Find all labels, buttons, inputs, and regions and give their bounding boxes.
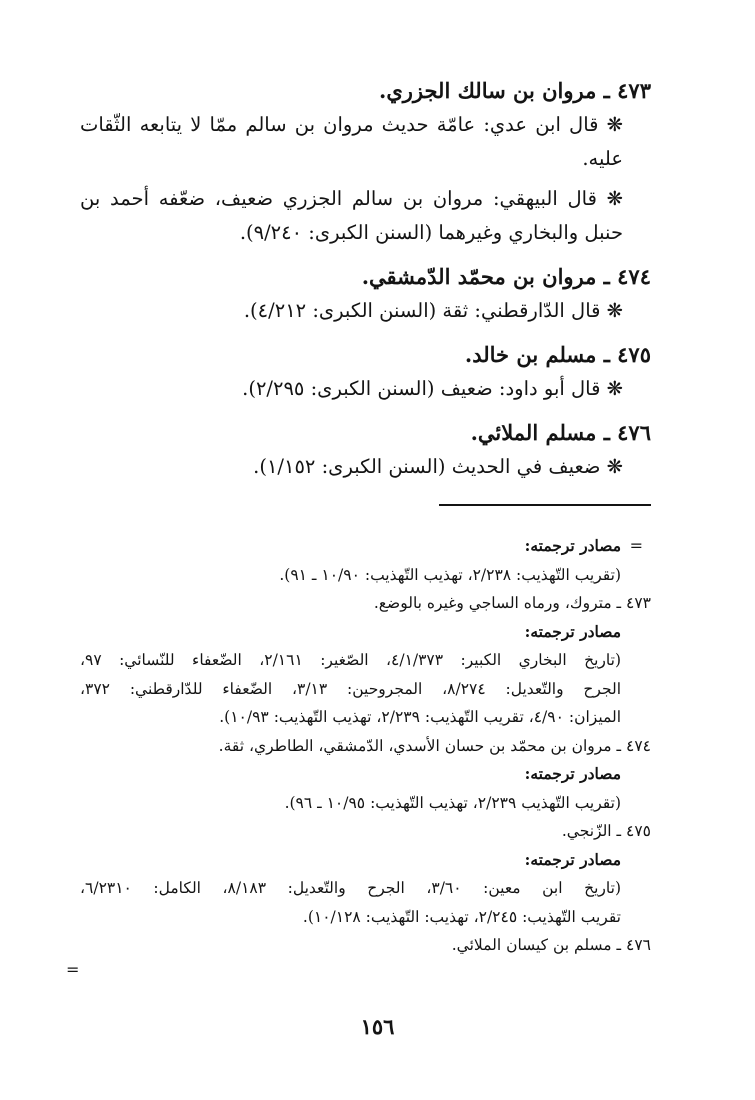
entry-473-line-4: حنبل والبخاري وغيرهما (السنن الكبرى: ٩/٢٤٠). xyxy=(239,221,623,244)
footnote-475-line-2: تقريب التّهذيب: ٢/٢٤٥، تهذيب: التّهذيب: ١٠/١٢٨). xyxy=(302,907,621,926)
footnote-476-title: ٤٧٦ ـ مسلم بن كيسان الملائي. xyxy=(451,936,651,954)
entry-title-475: ٤٧٥ ـ مسلم بن خالد. xyxy=(464,342,651,367)
continuation-mark: = xyxy=(629,536,643,555)
footnote-0-line: (تقريب التّهذيب: ٢/٢٣٨، تهذيب التّهذيب: ١٠/٩٠ ـ ٩١). xyxy=(279,565,621,584)
footnotes xyxy=(80,532,651,960)
entry-473-line-3: ❋ قال البيهقي: مروان بن سالم الجزري ضعيف، ضعّفه أحمد بن xyxy=(80,187,623,210)
footnote-sources-label-475: مصادر ترجمته: xyxy=(524,849,621,869)
footnote-sources-label-0: مصادر ترجمته: xyxy=(524,536,621,555)
page-number: ١٥٦ xyxy=(360,1014,395,1039)
footnote-473-line-3: الميزان: ٤/٩٠، تقريب التّهذيب: ٢/٢٣٩، تهذيب التّهذيب: ١٠/٩٣). xyxy=(219,708,621,726)
footnote-475-title: ٤٧٥ ـ الزّنجي. xyxy=(561,822,651,840)
entry-title-473: ٤٧٣ ـ مروان بن سالك الجزري. xyxy=(379,78,651,103)
entry-475-line-1: ❋ قال أبو داود: ضعيف (السنن الكبرى: ٢/٢٩٥). xyxy=(242,377,623,400)
end-continuation-mark: = xyxy=(66,960,80,979)
entry-title-476: ٤٧٦ ـ مسلم الملائي. xyxy=(470,420,651,445)
entry-473-line-1: ❋ قال ابن عدي: عامّة حديث مروان بن سالم ممّا لا يتابعه الثّقات xyxy=(80,113,623,136)
footnote-sources-label-474: مصادر ترجمته: xyxy=(524,764,621,783)
entry-title-474: ٤٧٤ ـ مروان بن محمّد الدّمشقي. xyxy=(361,264,651,289)
footnote-473-title: ٤٧٣ ـ متروك، ورماه الساجي وغيره بالوضع. xyxy=(373,594,651,612)
footnote-sources-label-473: مصادر ترجمته: xyxy=(524,621,621,641)
footnote-474-title: ٤٧٤ ـ مروان بن محمّد بن حسان الأسدي، الدّمشقي، الطاطري، ثقة. xyxy=(218,736,651,755)
footnote-474-line: (تقريب التّهذيب ٢/٢٣٩، تهذيب التّهذيب: ١٠/٩٥ ـ ٩٦). xyxy=(284,793,621,812)
footnote-473-line-1: (تاريخ البخاري الكبير: ٤/١/٣٧٣، الصّغير: ٢/١٦١، الضّعفاء للنّسائي: ٩٧، xyxy=(80,651,621,669)
footnote-473-line-2: الجرح والتّعديل: ٨/٢٧٤، المجروحين: ٣/١٣، الضّعفاء للدّارقطني: ٣٧٢، xyxy=(80,679,622,698)
entry-473-line-2: عليه. xyxy=(582,147,623,170)
main-text xyxy=(80,74,651,484)
entry-474-line-1: ❋ قال الدّارقطني: ثقة (السنن الكبرى: ٤/٢١٢). xyxy=(243,299,623,322)
entry-476-line-1: ❋ ضعيف في الحديث (السنن الكبرى: ١/١٥٢). xyxy=(253,455,623,478)
footnote-475-line-1: (تاريخ ابن معين: ٣/٦٠، الجرح والتّعديل: ٨/١٨٣، الكامل: ٦/٢٣١٠، xyxy=(80,879,621,897)
footnote-divider xyxy=(439,504,651,506)
